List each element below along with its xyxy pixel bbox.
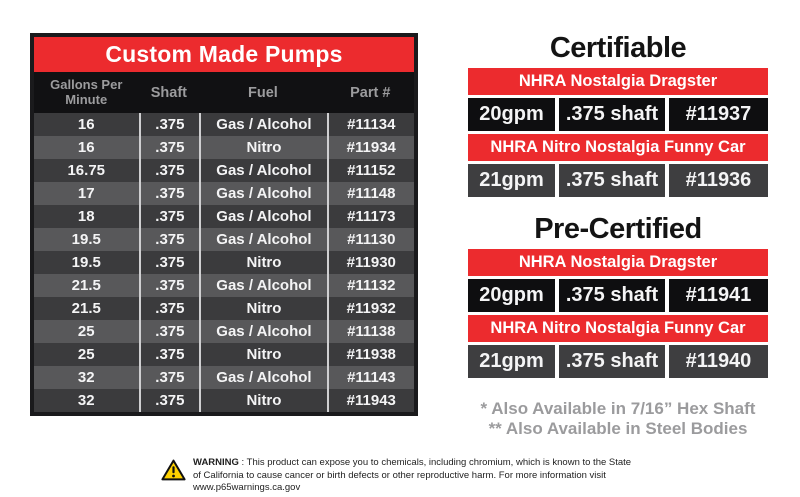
table-cell: 18 [77, 208, 95, 225]
footnote-hex-shaft: * Also Available in 7/16” Hex Shaft [480, 399, 756, 418]
table-cell: 25 [77, 323, 95, 340]
table-cell: 32 [77, 392, 95, 409]
table-row [34, 297, 414, 320]
table-cell: #11930 [327, 251, 414, 274]
footnote-steel-bodies: ** Also Available in Steel Bodies [488, 419, 748, 438]
table-row [34, 251, 414, 274]
table-cell: Gas / Alcohol [199, 366, 326, 389]
banner-nhra-nitro-nostalgia-funny-car: NHRA Nitro Nostalgia Funny Car [468, 134, 768, 161]
table-row [34, 182, 414, 205]
table-cell: .375 [139, 228, 200, 251]
pre-certified-title: Pre-Certified [534, 213, 702, 245]
spec-row [468, 164, 768, 197]
table-row [34, 205, 414, 228]
table-title: Custom Made Pumps [105, 41, 343, 67]
table-cell: 16 [77, 139, 95, 156]
table-cell: #11132 [327, 274, 414, 297]
table-cell: #11134 [327, 113, 414, 136]
table-cell: #11152 [327, 159, 414, 182]
pump-table-rows [34, 113, 414, 412]
table-cell: .375 [139, 274, 200, 297]
table-cell: 21.5 [71, 277, 101, 294]
table-cell: Nitro [199, 297, 326, 320]
table-cell: #11938 [327, 343, 414, 366]
warning-body: : This product can expose you to chemicals, including chromium, which is known to the State of California to cause cancer or birth defects or other reproductive harm. For more information visit www.p65warnings.ca.gov [193, 457, 632, 494]
table-cell: 16.75 [67, 162, 106, 179]
table-cell: Gas / Alcohol [199, 159, 326, 182]
table-cell: 17 [77, 185, 95, 202]
spec-cell-shaft: .375 shaft [559, 98, 665, 131]
table-cell: Nitro [199, 343, 326, 366]
table-row [34, 136, 414, 159]
table-cell: Gas / Alcohol [199, 320, 326, 343]
table-row [34, 159, 414, 182]
table-row [34, 389, 414, 412]
spec-row [468, 98, 768, 131]
table-cell: #11932 [327, 297, 414, 320]
table-cell: Gas / Alcohol [199, 113, 326, 136]
table-cell: .375 [139, 182, 200, 205]
spec-row [468, 279, 768, 312]
spec-cell-shaft: .375 shaft [559, 345, 665, 378]
spec-cell-part: #11936 [669, 164, 768, 197]
certifiable-box [468, 68, 768, 197]
spec-cell-gpm: 21gpm [468, 345, 555, 378]
table-cell: Nitro [199, 389, 326, 412]
table-cell: .375 [139, 159, 200, 182]
spec-cell-gpm: 21gpm [468, 164, 555, 197]
table-cell: #11143 [327, 366, 414, 389]
table-cell: Nitro [199, 251, 326, 274]
column-header-gallons-per-minute: Gallons Per Minute [50, 76, 123, 107]
table-cell: Gas / Alcohol [199, 182, 326, 205]
column-header-fuel: Fuel [248, 84, 278, 101]
table-row [34, 343, 414, 366]
table-cell: #11943 [327, 389, 414, 412]
warning-label: WARNING [193, 457, 239, 468]
prop65-warning [161, 457, 639, 495]
table-row [34, 228, 414, 251]
table-title-banner [34, 37, 414, 72]
table-cell: Gas / Alcohol [199, 228, 326, 251]
certification-column [468, 31, 768, 439]
table-header-row [34, 72, 414, 113]
table-row [34, 366, 414, 389]
spec-cell-part: #11940 [669, 345, 768, 378]
table-cell: 25 [77, 346, 95, 363]
warning-text [193, 457, 639, 495]
table-cell: .375 [139, 343, 200, 366]
warning-triangle-icon [161, 459, 186, 486]
banner-nhra-nostalgia-dragster: NHRA Nostalgia Dragster [468, 249, 768, 276]
banner-nhra-nitro-nostalgia-funny-car: NHRA Nitro Nostalgia Funny Car [468, 315, 768, 342]
spec-cell-part: #11941 [669, 279, 768, 312]
table-cell: .375 [139, 297, 200, 320]
spec-cell-gpm: 20gpm [468, 98, 555, 131]
pre-certified-box [468, 249, 768, 378]
custom-made-pumps-table [30, 33, 418, 416]
table-cell: .375 [139, 113, 200, 136]
table-row [34, 320, 414, 343]
column-header-shaft: Shaft [150, 84, 188, 101]
table-cell: 19.5 [71, 231, 101, 248]
table-cell: Gas / Alcohol [199, 205, 326, 228]
spec-cell-shaft: .375 shaft [559, 164, 665, 197]
spec-cell-gpm: 20gpm [468, 279, 555, 312]
table-cell: .375 [139, 136, 200, 159]
spec-cell-shaft: .375 shaft [559, 279, 665, 312]
table-row [34, 274, 414, 297]
spec-row [468, 345, 768, 378]
table-cell: Nitro [199, 136, 326, 159]
table-cell: 16 [77, 116, 95, 133]
column-header-part-number: Part # [350, 84, 391, 101]
table-cell: 21.5 [71, 300, 101, 317]
table-cell: 19.5 [71, 254, 101, 271]
table-cell: .375 [139, 251, 200, 274]
table-cell: #11130 [327, 228, 414, 251]
table-cell: Gas / Alcohol [199, 274, 326, 297]
certifiable-title: Certifiable [549, 32, 687, 64]
table-row [34, 113, 414, 136]
table-cell: .375 [139, 366, 200, 389]
table-cell: #11138 [327, 320, 414, 343]
table-cell: .375 [139, 389, 200, 412]
banner-nhra-nostalgia-dragster: NHRA Nostalgia Dragster [468, 68, 768, 95]
footnotes [468, 399, 768, 439]
table-cell: .375 [139, 205, 200, 228]
table-cell: 32 [77, 369, 95, 386]
table-cell: .375 [139, 320, 200, 343]
table-cell: #11148 [327, 182, 414, 205]
spec-cell-part: #11937 [669, 98, 768, 131]
table-cell: #11934 [327, 136, 414, 159]
table-cell: #11173 [327, 205, 414, 228]
